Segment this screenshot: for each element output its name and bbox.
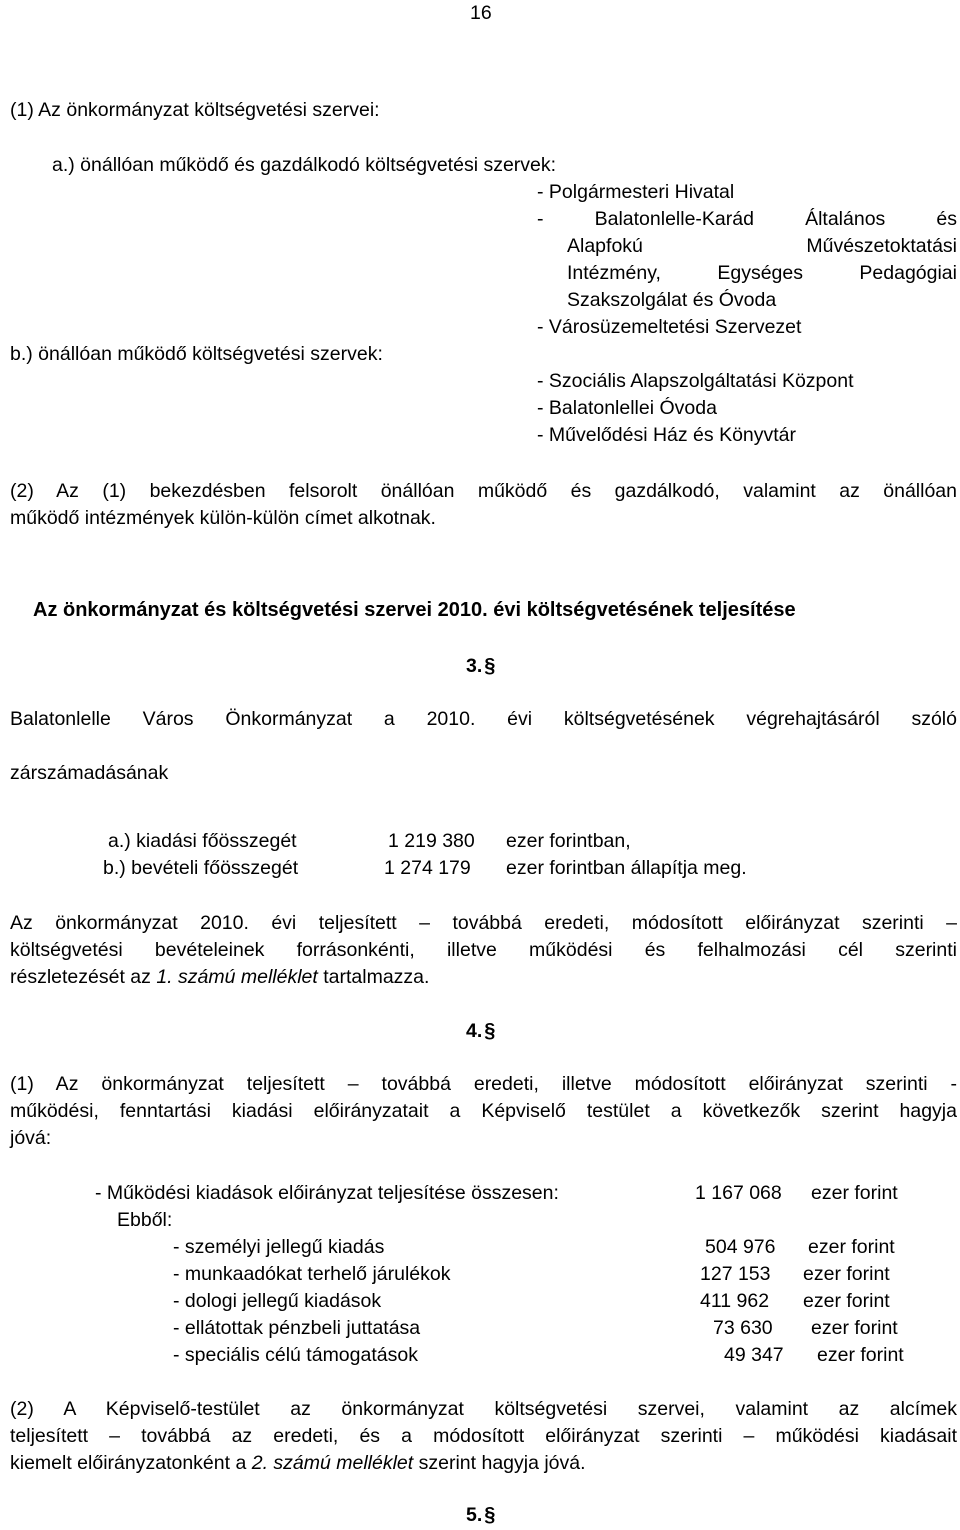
operating-expenditure-total-value: 1 167 068 [695, 1182, 782, 1204]
revenue-total-value: 1 274 179 [384, 857, 471, 879]
paragraph-line: működő intézmények külön-külön címet alkotnak. [10, 507, 436, 529]
section-3-heading [466, 653, 495, 680]
paragraph-text: kiemelt előirányzatonként a [10, 1452, 252, 1474]
budget-execution-heading: Az önkormányzat és költségvetési szervei 2010. évi költségvetésének teljesítése [33, 599, 796, 621]
section-sign-icon: § [484, 1020, 496, 1042]
independent-managing-item: Intézmény, Egységes Pedagógiai [567, 262, 957, 284]
section-number: 4. [466, 1020, 483, 1042]
paragraph-text: részletezését az [10, 966, 157, 988]
expenditure-item-label: - speciális célú támogatások [173, 1344, 418, 1366]
independent-managing-label: a.) önállóan működő és gazdálkodó költségvetési szervek: [52, 154, 557, 176]
closing-accounts-intro: zárszámadásának [10, 762, 169, 784]
independent-managing-item: Szakszolgálat és Óvoda [567, 289, 777, 311]
section-3-paragraph [10, 910, 957, 991]
expenditure-item-value: 127 153 [700, 1263, 771, 1285]
paragraph-line: teljesített – továbbá az eredeti, és a módosított előirányzat szerinti – működési kiadásait [10, 1425, 957, 1447]
expenditure-item-value: 504 976 [705, 1236, 776, 1258]
independent-operating-item: - Művelődési Ház és Könyvtár [537, 424, 797, 446]
section-number: 3. [466, 655, 483, 677]
independent-operating-item: - Balatonlellei Óvoda [537, 397, 717, 419]
operating-expenditure-total-unit: ezer forint [811, 1182, 898, 1204]
paragraph-line [10, 964, 957, 991]
annex-1-reference: 1. számú melléklet [156, 966, 318, 988]
expenditure-total-label: a.) kiadási főösszegét [108, 830, 297, 852]
expenditure-item-value: 73 630 [713, 1317, 773, 1339]
paragraph-text: szerint hagyja jóvá. [413, 1452, 586, 1474]
paragraph-text: tartalmazza. [317, 966, 430, 988]
closing-accounts-intro: Balatonlelle Város Önkormányzat a 2010. évi költségvetésének végrehajtásáról szóló [10, 708, 957, 730]
expenditure-item-label: - munkaadókat terhelő járulékok [173, 1263, 451, 1285]
independent-managing-item: - Balatonlelle-Karád Általános és [537, 208, 957, 230]
expenditure-item-unit: ezer forint [817, 1344, 904, 1366]
expenditure-item-label: - ellátottak pénzbeli juttatása [173, 1317, 421, 1339]
independent-managing-item: - Polgármesteri Hivatal [537, 181, 735, 203]
section-sign-icon: § [484, 1504, 496, 1526]
expenditure-item-label: - dologi jellegű kiadások [173, 1290, 382, 1312]
page-number: 16 [470, 2, 492, 24]
annex-2-reference: 2. számú melléklet [251, 1452, 414, 1474]
expenditure-item-unit: ezer forint [803, 1290, 890, 1312]
independent-managing-item: Alapfokú Művészetoktatási [567, 235, 957, 257]
expenditure-item-unit: ezer forint [803, 1263, 890, 1285]
revenue-total-label: b.) bevételi főösszegét [103, 857, 299, 879]
section-4-paragraph-2 [10, 1396, 957, 1477]
section-sign-icon: § [484, 655, 496, 677]
operating-expenditure-total-label: - Működési kiadások előirányzat teljesítése összesen: [95, 1182, 559, 1204]
expenditure-total-value: 1 219 380 [388, 830, 475, 852]
paragraph-line: Az önkormányzat 2010. évi teljesített – továbbá eredeti, módosított előirányzat szerinti – [10, 912, 957, 934]
section-number: 5. [466, 1504, 483, 1526]
expenditure-item-value: 49 347 [724, 1344, 784, 1366]
budget-bodies-heading: (1) Az önkormányzat költségvetési szervei: [10, 99, 380, 121]
section-4-heading [466, 1018, 495, 1045]
paragraph-line: működési, fenntartási kiadási előirányzatait a Képviselő testület a következők szerint hagyja [10, 1100, 957, 1122]
independent-managing-item: - Városüzemeltetési Szervezet [537, 316, 802, 338]
expenditure-item-value: 411 962 [700, 1290, 770, 1312]
expenditure-total-unit: ezer forintban, [506, 830, 631, 852]
section-5-heading [466, 1502, 495, 1529]
of-which-label: Ebből: [117, 1209, 173, 1231]
paragraph-line: (2) A Képviselő-testület az önkormányzat költségvetési szervei, valamint az alcímek [10, 1398, 957, 1420]
expenditure-item-unit: ezer forint [808, 1236, 895, 1258]
paragraph-line: (1) Az önkormányzat teljesített – továbbá eredeti, illetve módosított előirányzat szerinti - [10, 1073, 957, 1095]
independent-operating-label: b.) önállóan működő költségvetési szervek: [10, 343, 383, 365]
revenue-total-unit: ezer forintban állapítja meg. [506, 857, 747, 879]
paragraph-line: jóvá: [10, 1127, 52, 1149]
paragraph-line [10, 1450, 957, 1477]
paragraph-line: (2) Az (1) bekezdésben felsorolt önállóan működő és gazdálkodó, valamint az önállóan [10, 480, 957, 502]
expenditure-item-unit: ezer forint [811, 1317, 898, 1339]
expenditure-item-label: - személyi jellegű kiadás [173, 1236, 385, 1258]
paragraph-2 [10, 478, 957, 532]
independent-operating-item: - Szociális Alapszolgáltatási Központ [537, 370, 854, 392]
paragraph-line: költségvetési bevételeinek forrásonkénti, illetve működési és felhalmozási cél szerinti [10, 939, 957, 961]
section-4-paragraph-1 [10, 1071, 957, 1152]
